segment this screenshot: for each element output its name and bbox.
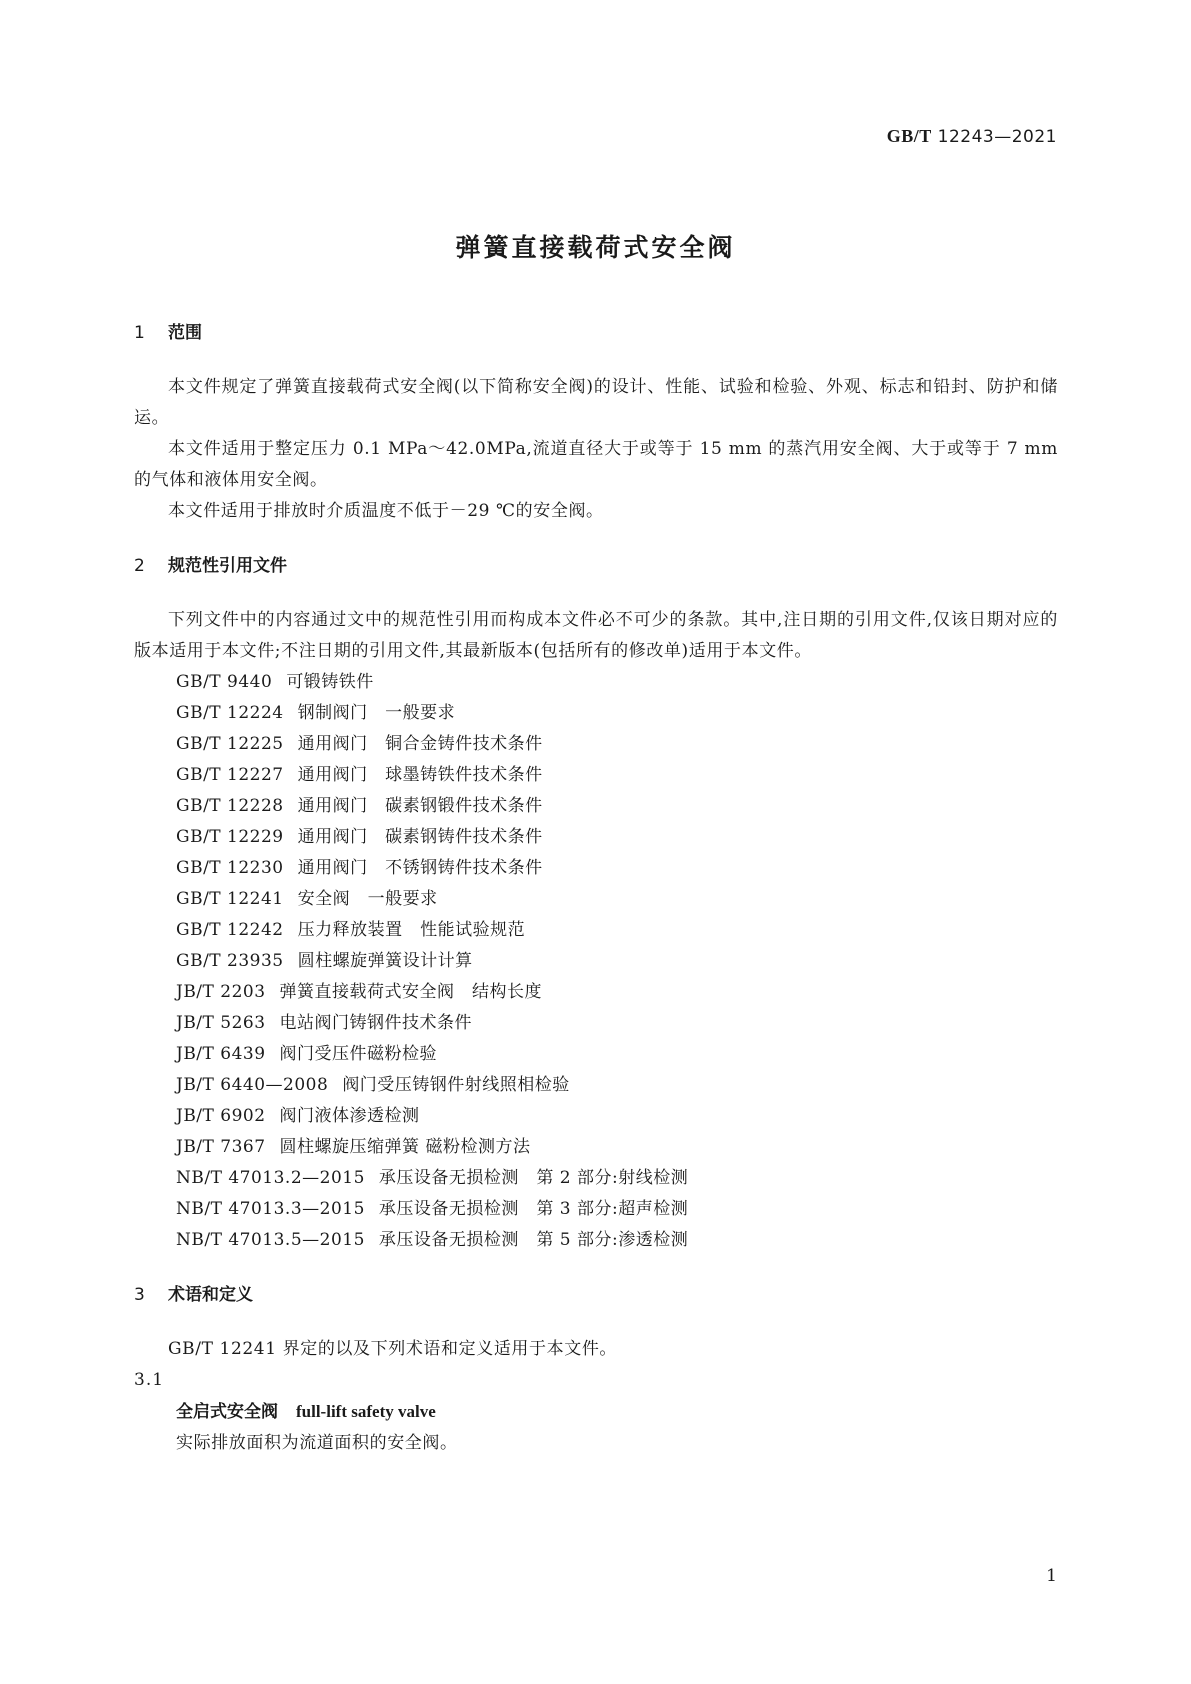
term-zh: 全启式安全阀 xyxy=(176,1402,278,1422)
reference-title: 承压设备无损检测 第 3 部分:超声检测 xyxy=(378,1199,689,1219)
reference-title: 电站阀门铸钢件技术条件 xyxy=(279,1013,473,1033)
reference-code: JB/T 7367 xyxy=(176,1137,266,1157)
reference-code: NB/T 47013.5—2015 xyxy=(176,1230,365,1250)
reference-code: GB/T 9440 xyxy=(176,672,273,692)
reference-title: 通用阀门 球墨铸铁件技术条件 xyxy=(297,765,543,785)
reference-list xyxy=(134,667,1058,1256)
term-definition: 实际排放面积为流道面积的安全阀。 xyxy=(176,1433,458,1453)
reference-item xyxy=(134,1194,1058,1225)
reference-item xyxy=(134,791,1058,822)
reference-title: 通用阀门 不锈钢铸件技术条件 xyxy=(297,858,543,878)
reference-title: 圆柱螺旋弹簧设计计算 xyxy=(297,951,473,971)
reference-title: 圆柱螺旋压缩弹簧 磁粉检测方法 xyxy=(279,1137,531,1157)
reference-code: JB/T 6902 xyxy=(176,1106,266,1126)
reference-item xyxy=(134,1070,1058,1101)
reference-item xyxy=(134,729,1058,760)
section-title: 规范性引用文件 xyxy=(168,556,287,576)
reference-item xyxy=(134,946,1058,977)
reference-item xyxy=(134,884,1058,915)
standard-code-prefix: GB/T xyxy=(886,126,932,146)
scope-paragraph-1: 本文件规定了弹簧直接载荷式安全阀(以下简称安全阀)的设计、性能、试验和检验、外观、标志和铅封、防护和储运。 xyxy=(134,377,1058,428)
reference-item xyxy=(134,977,1058,1008)
reference-code: JB/T 6440—2008 xyxy=(176,1075,329,1095)
reference-code: NB/T 47013.2—2015 xyxy=(176,1168,365,1188)
reference-title: 钢制阀门 一般要求 xyxy=(297,703,456,723)
reference-code: GB/T 12242 xyxy=(176,920,284,940)
document-title: 弹簧直接载荷式安全阀 xyxy=(455,233,736,262)
reference-code: GB/T 12228 xyxy=(176,796,284,816)
terms-intro: GB/T 12241 界定的以及下列术语和定义适用于本文件。 xyxy=(168,1339,618,1359)
reference-item xyxy=(134,1039,1058,1070)
reference-item xyxy=(134,915,1058,946)
reference-code: GB/T 12230 xyxy=(176,858,284,878)
standard-code xyxy=(887,126,1057,147)
reference-code: NB/T 47013.3—2015 xyxy=(176,1199,365,1219)
reference-item xyxy=(134,1132,1058,1163)
term-en: full-lift safety valve xyxy=(296,1402,436,1421)
reference-title: 可锻铸铁件 xyxy=(286,672,374,692)
reference-code: GB/T 12229 xyxy=(176,827,284,847)
reference-item xyxy=(134,1008,1058,1039)
reference-code: GB/T 23935 xyxy=(176,951,284,971)
term-heading xyxy=(134,1396,1058,1428)
section-2-heading xyxy=(134,551,1058,581)
reference-title: 阀门受压铸钢件射线照相检验 xyxy=(342,1075,570,1095)
reference-item xyxy=(134,1225,1058,1256)
section-1-heading xyxy=(134,318,1058,348)
page-number: 1 xyxy=(1046,1566,1057,1586)
standard-code-number: 12243—2021 xyxy=(937,127,1057,147)
reference-title: 弹簧直接载荷式安全阀 结构长度 xyxy=(279,982,543,1002)
reference-item xyxy=(134,698,1058,729)
scope-paragraph-2: 本文件适用于整定压力 0.1 MPa～42.0MPa,流道直径大于或等于 15 mm 的蒸汽用安全阀、大于或等于 7 mm 的气体和液体用安全阀。 xyxy=(134,439,1058,490)
reference-code: GB/T 12241 xyxy=(176,889,284,909)
reference-code: JB/T 2203 xyxy=(176,982,266,1002)
section-number: 3 xyxy=(134,1285,145,1305)
reference-title: 承压设备无损检测 第 2 部分:射线检测 xyxy=(378,1168,689,1188)
reference-title: 安全阀 一般要求 xyxy=(297,889,438,909)
reference-code: JB/T 5263 xyxy=(176,1013,266,1033)
reference-title: 通用阀门 碳素钢锻件技术条件 xyxy=(297,796,543,816)
reference-item xyxy=(134,760,1058,791)
reference-item xyxy=(134,1101,1058,1132)
section-number: 1 xyxy=(134,323,145,343)
section-3-heading xyxy=(134,1280,1058,1310)
reference-title: 压力释放装置 性能试验规范 xyxy=(297,920,526,940)
reference-title: 通用阀门 碳素钢铸件技术条件 xyxy=(297,827,543,847)
references-intro: 下列文件中的内容通过文中的规范性引用而构成本文件必不可少的条款。其中,注日期的引用文件,仅该日期对应的版本适用于本文件;不注日期的引用文件,其最新版本(包括所有的修改单)适用于本文件。 xyxy=(134,610,1058,661)
reference-title: 阀门受压件磁粉检验 xyxy=(279,1044,438,1064)
reference-title: 通用阀门 铜合金铸件技术条件 xyxy=(297,734,543,754)
reference-code: GB/T 12224 xyxy=(176,703,284,723)
reference-item xyxy=(134,667,1058,698)
scope-paragraph-3: 本文件适用于排放时介质温度不低于－29 ℃的安全阀。 xyxy=(168,501,604,521)
reference-title: 阀门液体渗透检测 xyxy=(279,1106,420,1126)
reference-code: GB/T 12225 xyxy=(176,734,284,754)
section-title: 术语和定义 xyxy=(168,1285,253,1305)
reference-item xyxy=(134,1163,1058,1194)
term-number: 3.1 xyxy=(134,1370,165,1390)
section-number: 2 xyxy=(134,556,145,576)
document-body xyxy=(134,318,1058,1459)
reference-code: JB/T 6439 xyxy=(176,1044,266,1064)
section-title: 范围 xyxy=(168,323,202,343)
reference-item xyxy=(134,822,1058,853)
reference-title: 承压设备无损检测 第 5 部分:渗透检测 xyxy=(378,1230,689,1250)
reference-code: GB/T 12227 xyxy=(176,765,284,785)
reference-item xyxy=(134,853,1058,884)
